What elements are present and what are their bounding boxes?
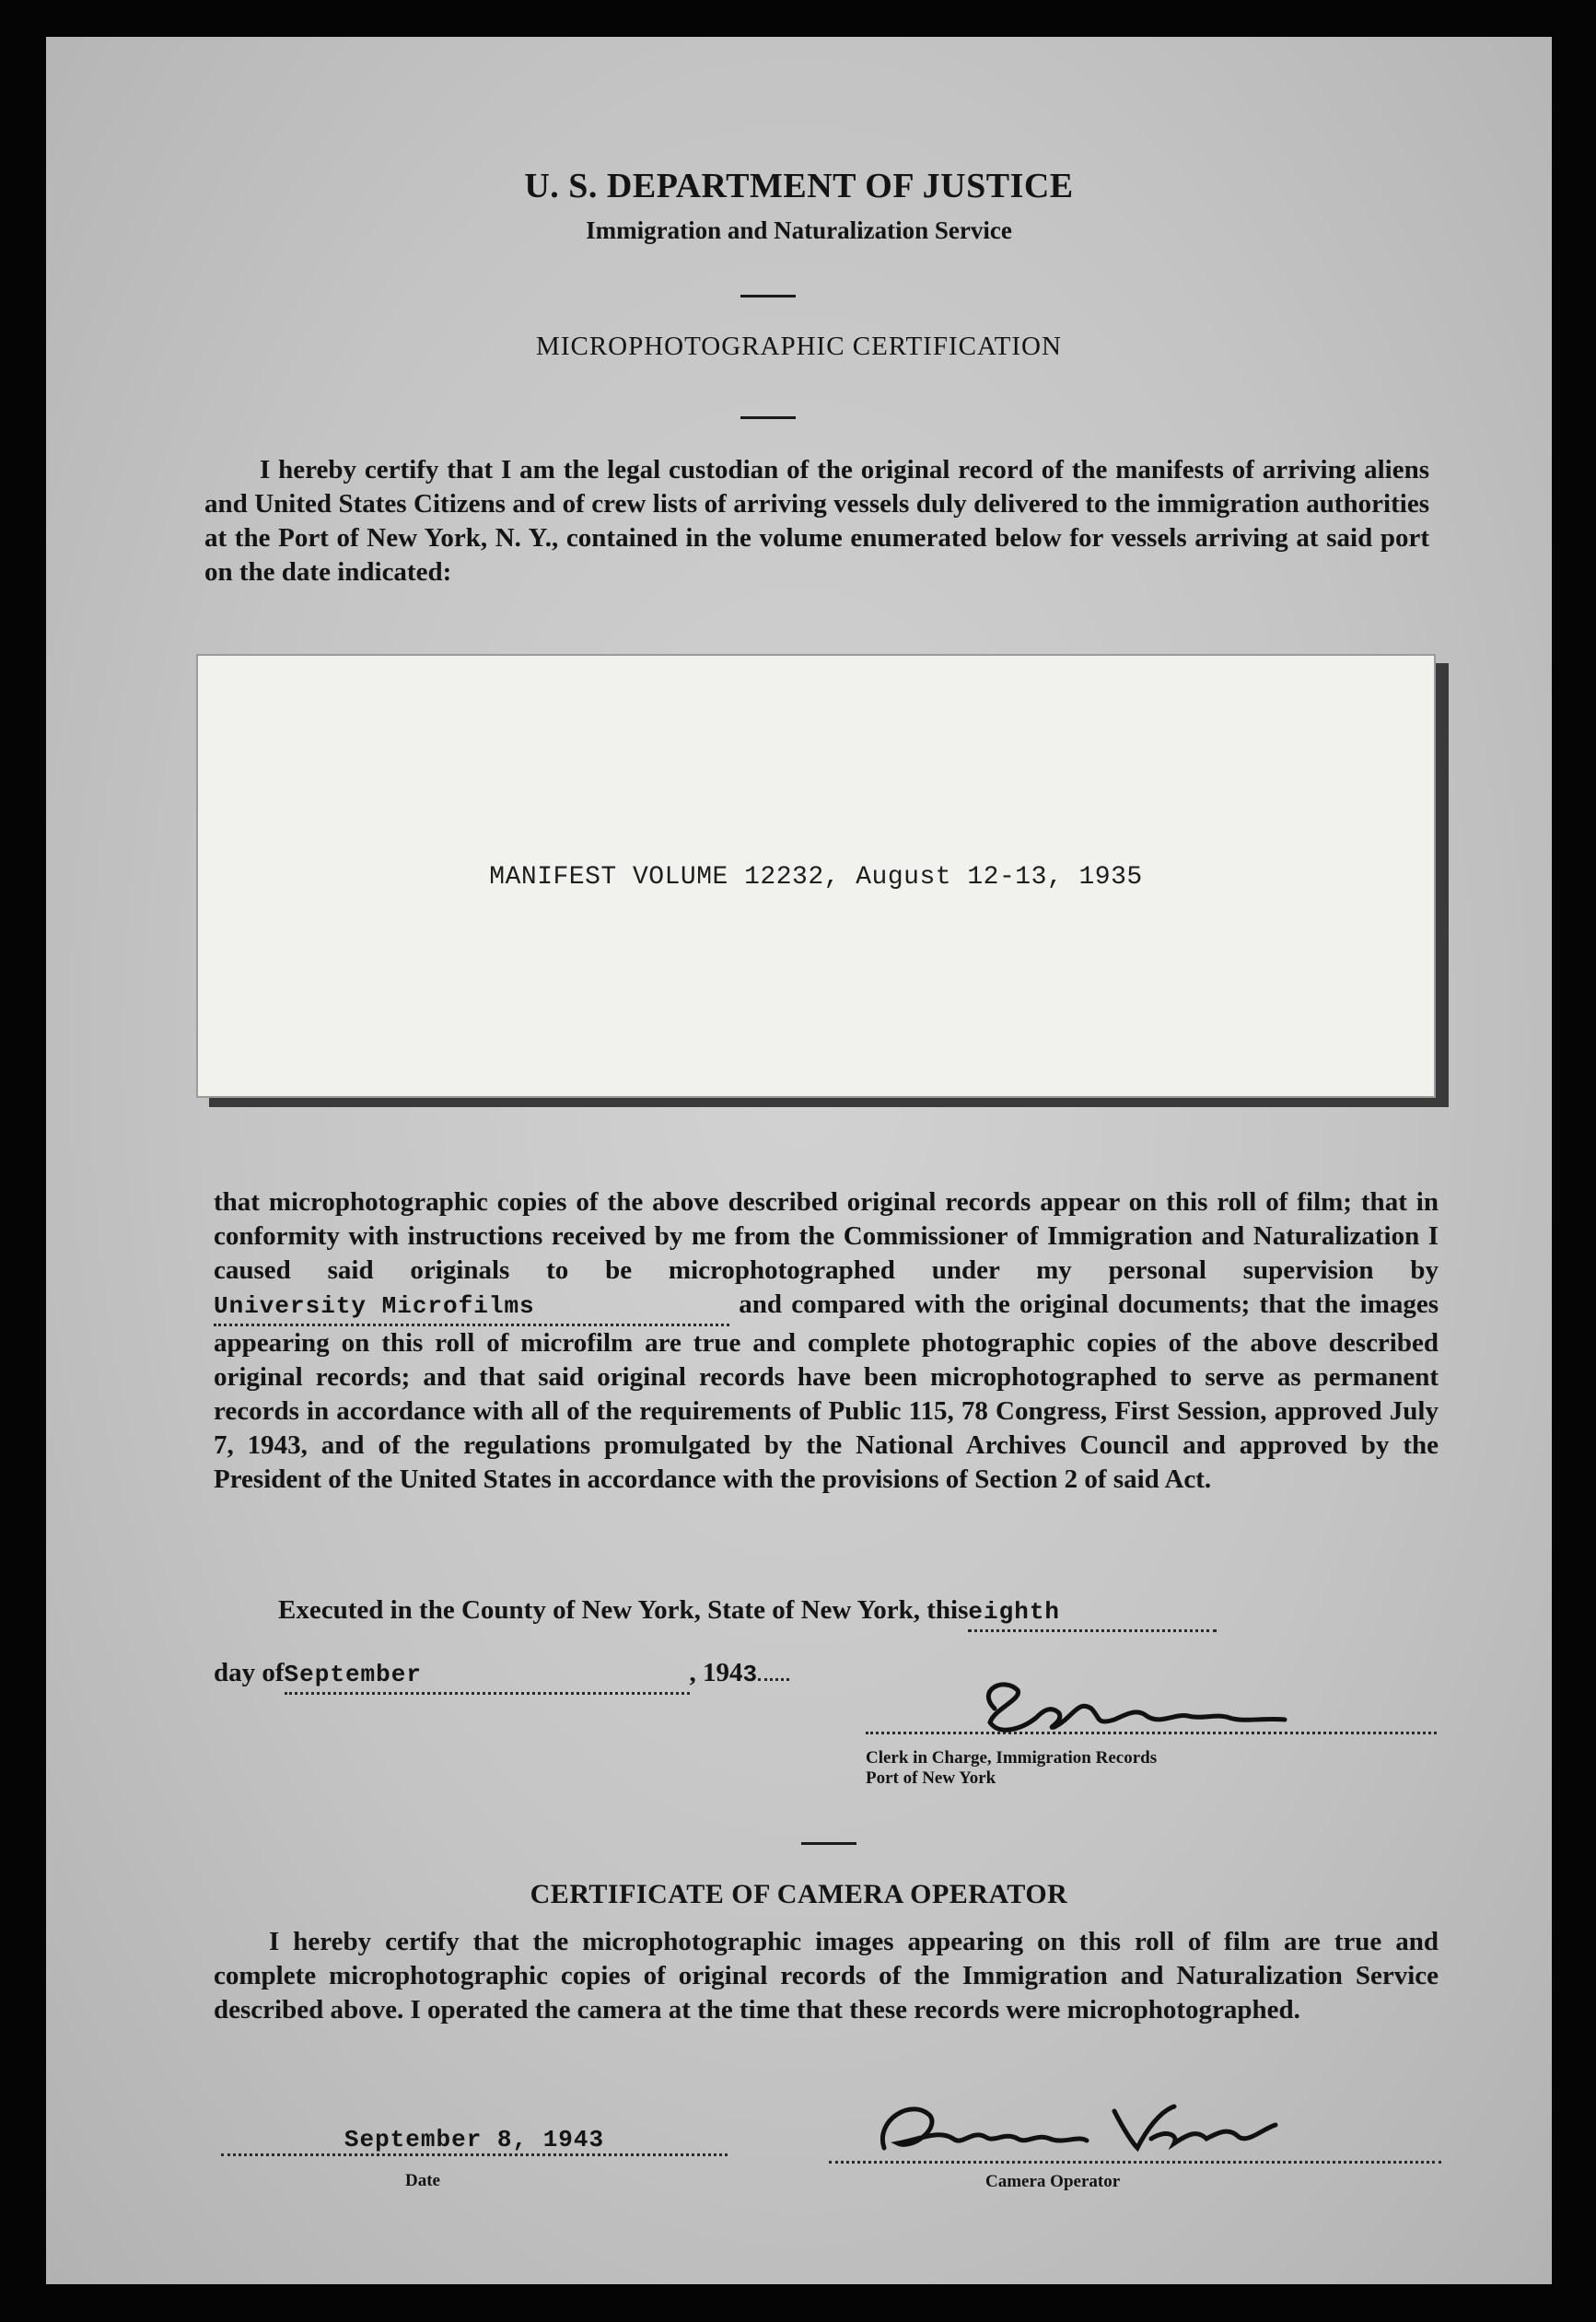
camera-heading: CERTIFICATE OF CAMERA OPERATOR (530, 1879, 1068, 1909)
execution-prefix: Executed in the County of New York, State of New York, this (278, 1595, 969, 1625)
clerk-signature-icon (967, 1672, 1317, 1745)
camera-operator-label: Camera Operator (985, 2172, 1121, 2191)
execution-year-suffix: 3 (742, 1661, 759, 1688)
execution-line (278, 1593, 1439, 1632)
department-heading: U. S. DEPARTMENT OF JUSTICE (524, 167, 1074, 205)
body-part-1: that microphotographic copies of the above described original records appear on this roll of film; that in conformity with instructions received by me from the Commissioner of Immigration and Naturalization I caused said originals to be microphotographed under my personal supervision by (214, 1187, 1439, 1285)
clerk-title-line-2: Port of New York (866, 1768, 996, 1788)
camera-divider (801, 1842, 856, 1845)
title-divider (740, 416, 796, 419)
intro-paragraph: I hereby certify that I am the legal custodian of the original record of the manifests of arriving aliens and United States Citizens and of crew lists of arriving vessels duly delivered to the immigration authorities at the Port of New York, N. Y., contained in the volume enumerated below for vessels arriving at said port on the date indicated: (204, 455, 1429, 587)
execution-day-field (968, 1593, 1217, 1632)
execution-date-line (214, 1656, 1043, 1695)
manifest-volume-card (196, 654, 1436, 1098)
camera-paragraph: I hereby certify that the microphotographic images appearing on this roll of film are true and complete microphotographic copies of original records of the Immigration and Naturalization Service described above. I operated the camera at the time that these records were microphotographed. (214, 1927, 1439, 2024)
day-of-label: day of (214, 1658, 285, 1687)
camera-date-value: September 8, 1943 (344, 2126, 605, 2153)
certificate-sheet (46, 37, 1552, 2284)
form-title: MICROPHOTOGRAPHIC CERTIFICATION (536, 332, 1062, 361)
execution-day-value: eighth (968, 1598, 1061, 1626)
certification-body (214, 1185, 1439, 1497)
service-subheading: Immigration and Naturalization Service (586, 216, 1012, 244)
execution-month-field (285, 1656, 690, 1695)
execution-year-prefix: , 194 (689, 1658, 743, 1687)
clerk-title (866, 1748, 1157, 1789)
microfilm-company-field (214, 1288, 729, 1326)
manifest-volume-text: MANIFEST VOLUME 12232, August 12-13, 1935 (489, 863, 1143, 892)
microfilm-company-value: University Microfilms (214, 1292, 535, 1320)
operator-signature-icon (856, 2093, 1289, 2166)
year-dots (758, 1678, 789, 1681)
clerk-title-line-1: Clerk in Charge, Immigration Records (866, 1748, 1158, 1768)
body-part-2: and compared with the original documents; that the images appearing on this roll of microfilm are true and complete photographic copies of the above described original records; and that said original records have been microphotographed to serve as permanent records in accordance with all of the requirements of Public 115, 78 Congress, First Session, approved July 7, 1943, and of the regulations promulgated by the National Archives Council and approved by the President of the United States in accordance with the provisions of Section 2 of said Act. (214, 1289, 1439, 1494)
camera-date-field (221, 2126, 728, 2156)
camera-date-label: Date (405, 2171, 440, 2190)
heading-divider (740, 295, 796, 298)
execution-month-value: September (284, 1661, 422, 1688)
